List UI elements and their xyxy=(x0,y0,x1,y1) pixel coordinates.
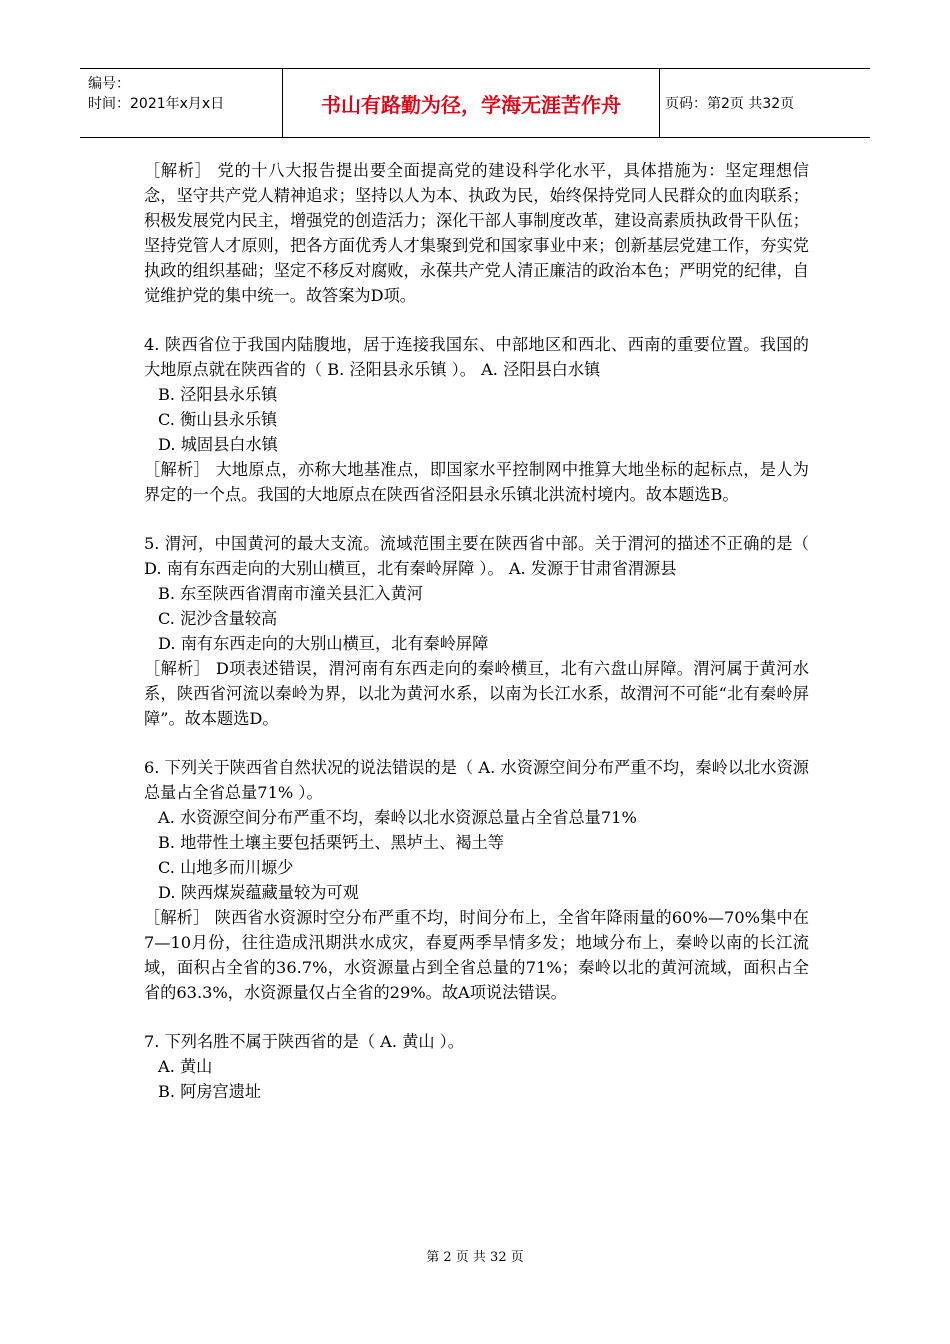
page-footer: 第 2 页 共 32 页 xyxy=(426,1250,524,1265)
page-label: 页码：第2页 共32页 xyxy=(665,96,795,112)
q5-option-d: D. 南有东西走向的大别山横亘，北有秦岭屏障 xyxy=(158,634,489,653)
q3-analysis: ［解析］ 党的十八大报告提出要全面提高党的建设科学化水平，具体措施为：坚定理想信念，坚守共产党人精神追求；坚持以人为本、执政为民，始终保持党同人民群众的血肉联系；积极发展党内民主，增强党的创造活力；深化干部人事制度改革，建设高素质执政骨干队伍；坚持党管人才原则，把各方面优秀人才集聚到党和国家事业中来；创新基层党建工作，夯实党执政的组织基础；坚定不移反对腐败，永葆共产党人清正廉洁的政治本色；严明党的纪律，自觉维护党的集中统一。故答案为D项。 xyxy=(144,161,809,305)
q5-option-b: B. 东至陕西省渭南市潼关县汇入黄河 xyxy=(158,584,423,603)
q7-stem: 7. 下列名胜不属于陕西省的是（ A. 黄山 ）。 xyxy=(144,1032,464,1051)
q4-option-d: D. 城固县白水镇 xyxy=(158,435,278,454)
date-label: 时间：2021年x月x日 xyxy=(88,96,225,112)
q7-option-b: B. 阿房宫遗址 xyxy=(158,1082,262,1101)
q6-option-c: C. 山地多而川塬少 xyxy=(158,858,294,877)
q7-option-a: A. 黄山 xyxy=(158,1057,213,1076)
q4-option-b: B. 泾阳县永乐镇 xyxy=(158,385,278,404)
q6-stem: 6. 下列关于陕西省自然状况的说法错误的是（ A. 水资源空间分布严重不均，秦岭以北水资源总量占全省总量71% ）。 xyxy=(144,758,809,802)
q4-option-c: C. 衡山县永乐镇 xyxy=(158,410,278,429)
q6-analysis: ［解析］ 陕西省水资源时空分布严重不均，时间分布上，全省年降雨量的60%—70%集中在7—10月份，往往造成汛期洪水成灾，春夏两季旱情多发；地域分布上，秦岭以南的长江流域，面积占全省的36.7%，水资源量占到全省总量的71%；秦岭以北的黄河流域，面积占全省的63.3%，水资源量仅占全省的29%。故A项说法错误。 xyxy=(144,908,809,1002)
q6-option-d: D. 陕西煤炭蕴藏量较为可观 xyxy=(158,883,359,902)
document-body xyxy=(144,158,809,1104)
q5-stem: 5. 渭河，中国黄河的最大支流。流域范围主要在陕西省中部。关于渭河的描述不正确的是（ D. 南有东西走向的大别山横亘，北有秦岭屏障 ）。 A. 发源于甘肃省渭源县 xyxy=(144,534,809,578)
q6-option-b: B. 地带性土壤主要包括栗钙土、黑垆土、褐土等 xyxy=(158,833,504,852)
header-meta xyxy=(80,69,283,137)
q5-analysis: ［解析］ D项表述错误，渭河南有东西走向的秦岭横亘，北有六盘山屏障。渭河属于黄河水系，陕西省河流以秦岭为界，以北为黄河水系，以南为长江水系，故渭河不可能“北有秦岭屏障”。故本题选D。 xyxy=(144,659,809,728)
motto: 书山有路勤为径，学海无涯苦作舟 xyxy=(283,69,660,137)
q4-stem: 4. 陕西省位于我国内陆腹地，居于连接我国东、中部地区和西北、西南的重要位置。我国的大地原点就在陕西省的（ B. 泾阳县永乐镇 ）。 A. 泾阳县白水镇 xyxy=(144,335,809,379)
number-label: 编号： xyxy=(88,76,130,92)
page-header xyxy=(80,68,870,138)
q5-option-c: C. 泥沙含量较高 xyxy=(158,609,278,628)
q4-analysis: ［解析］ 大地原点，亦称大地基准点，即国家水平控制网中推算大地坐标的起标点，是人为界定的一个点。我国的大地原点在陕西省泾阳县永乐镇北洪流村境内。故本题选B。 xyxy=(144,460,809,504)
q6-option-a: A. 水资源空间分布严重不均，秦岭以北水资源总量占全省总量71% xyxy=(158,808,637,827)
